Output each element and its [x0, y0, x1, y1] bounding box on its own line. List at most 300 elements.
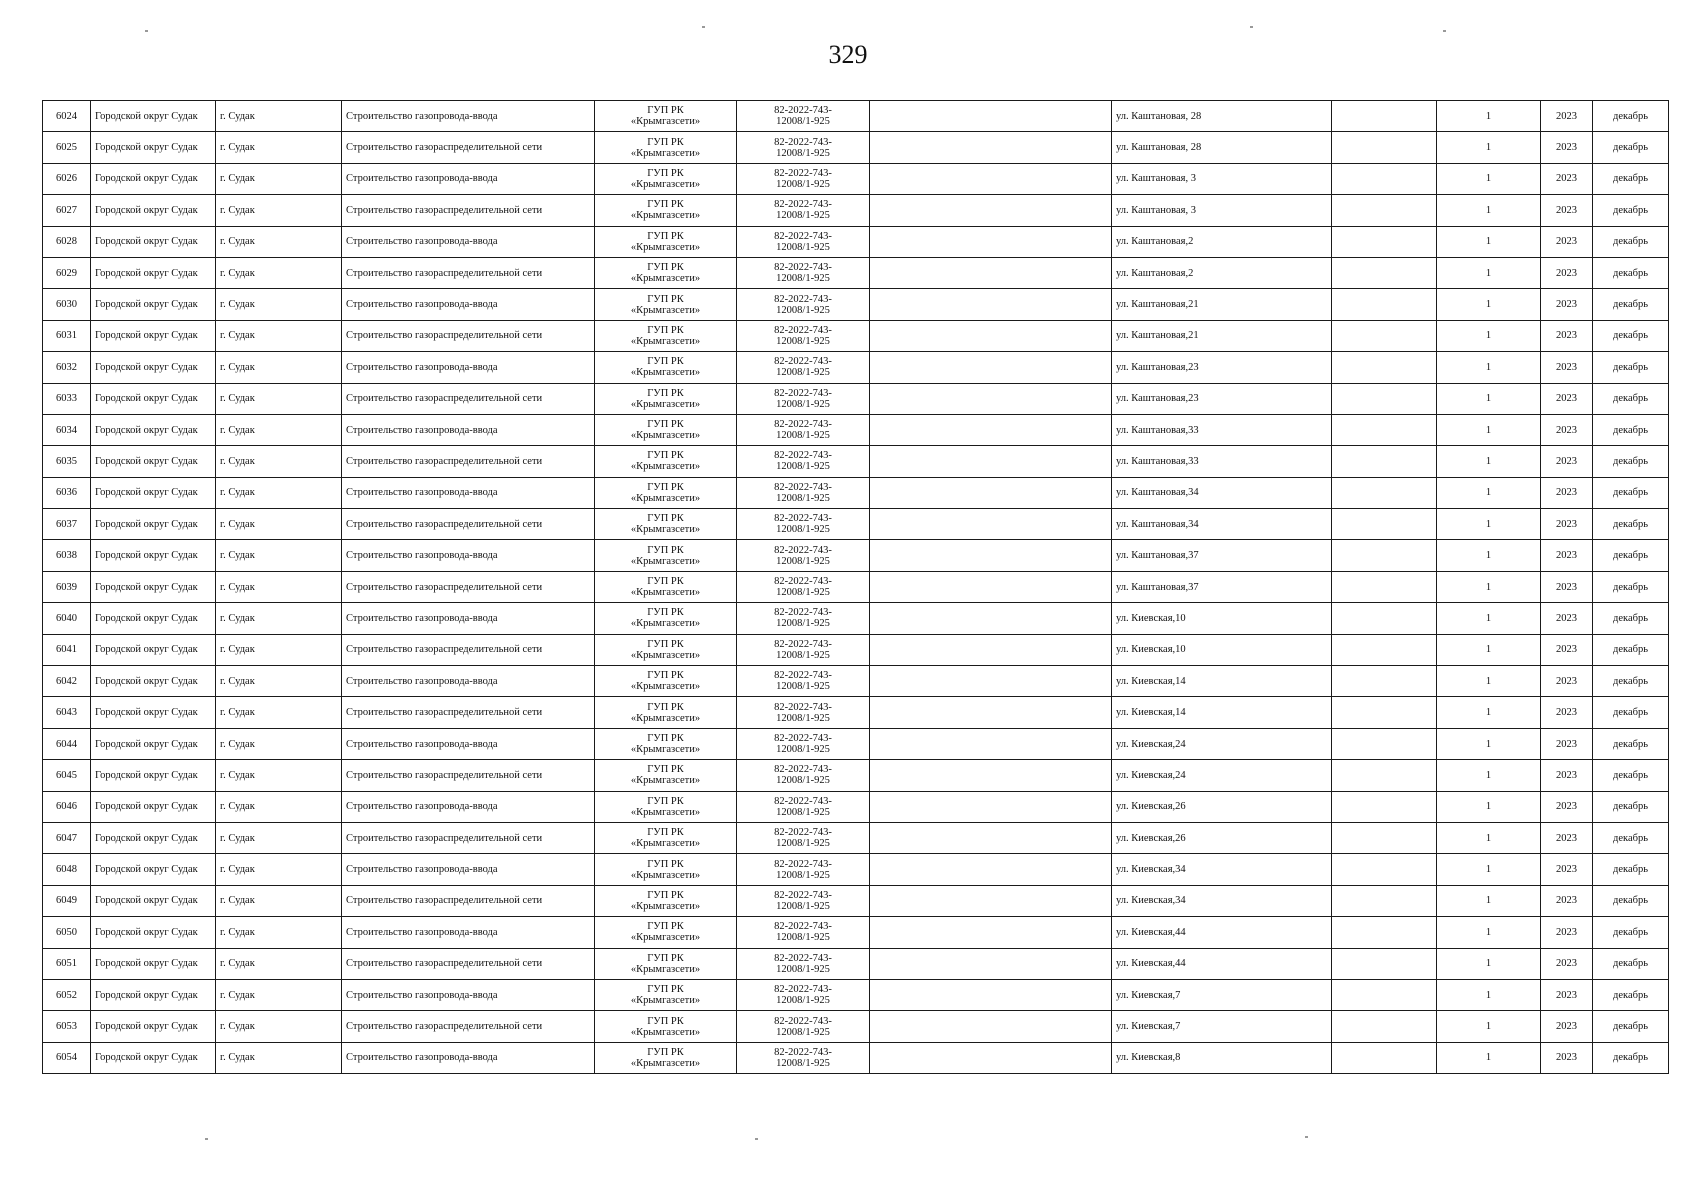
- document-number-cell-line: 82-2022-743-: [774, 733, 832, 744]
- organization-cell-line: ГУП РК: [647, 1046, 684, 1058]
- blank-cell: [1332, 320, 1437, 351]
- organization-cell: [595, 352, 737, 383]
- organization-cell-line: «Крымгазсети»: [630, 492, 701, 504]
- document-number-cell: [737, 728, 870, 759]
- organization-cell: [595, 257, 737, 288]
- year-cell: 2023: [1541, 979, 1593, 1010]
- quantity-cell: 1: [1437, 760, 1541, 791]
- document-number-cell-line: 82-2022-743-: [774, 921, 832, 933]
- district-cell: Городской округ Судак: [91, 414, 216, 445]
- table-row: [43, 917, 1669, 948]
- city-cell: г. Судак: [216, 446, 342, 477]
- table-row: [43, 101, 1669, 132]
- address-cell: ул. Каштановая, 3: [1112, 163, 1332, 194]
- month-cell: декабрь: [1593, 697, 1669, 728]
- organization-cell-line: «Крымгазсети»: [630, 1057, 701, 1069]
- work-type-cell: Строительство газопровода-ввода: [342, 791, 595, 822]
- organization-cell: [595, 1042, 737, 1073]
- year-cell: 2023: [1541, 132, 1593, 163]
- district-cell: Городской округ Судак: [91, 257, 216, 288]
- organization-cell-line: ГУП РК: [647, 293, 684, 305]
- organization-cell-line: «Крымгазсети»: [630, 744, 701, 755]
- row-number: 6047: [43, 822, 91, 853]
- organization-cell-line: «Крымгазсети»: [630, 241, 701, 253]
- city-cell: г. Судак: [216, 509, 342, 540]
- work-type-cell: Строительство газопровода-ввода: [342, 352, 595, 383]
- address-cell: ул. Киевская,34: [1112, 854, 1332, 885]
- row-number: 6048: [43, 854, 91, 885]
- blank-cell: [1332, 289, 1437, 320]
- document-number-cell: [737, 666, 870, 697]
- organization-cell-line: «Крымгазсети»: [630, 618, 701, 630]
- document-number-cell: [737, 854, 870, 885]
- year-cell: 2023: [1541, 446, 1593, 477]
- year-cell: 2023: [1541, 760, 1593, 791]
- table-row: [43, 446, 1669, 477]
- quantity-cell: 1: [1437, 791, 1541, 822]
- document-number-cell-line: 82-2022-743-: [774, 764, 832, 776]
- address-cell: ул. Киевская,24: [1112, 728, 1332, 759]
- row-number: 6034: [43, 414, 91, 445]
- organization-cell-line: «Крымгазсети»: [630, 963, 701, 975]
- work-type-cell: Строительство газораспределительной сети: [342, 760, 595, 791]
- organization-cell: [595, 320, 737, 351]
- organization-cell: [595, 948, 737, 979]
- city-cell: г. Судак: [216, 320, 342, 351]
- row-number: 6043: [43, 697, 91, 728]
- district-cell: Городской округ Судак: [91, 101, 216, 132]
- organization-cell-line: «Крымгазсети»: [630, 430, 701, 442]
- quantity-cell: 1: [1437, 979, 1541, 1010]
- city-cell: г. Судак: [216, 854, 342, 885]
- blank-cell: [1332, 101, 1437, 132]
- organization-cell-line: «Крымгазсети»: [630, 838, 701, 850]
- work-type-cell: Строительство газопровода-ввода: [342, 1042, 595, 1073]
- quantity-cell: 1: [1437, 948, 1541, 979]
- document-number-cell-line: 82-2022-743-: [774, 324, 832, 336]
- blank-cell: [870, 1011, 1112, 1042]
- document-number-cell-line: 82-2022-743-: [774, 607, 832, 619]
- work-type-cell: Строительство газопровода-ввода: [342, 728, 595, 759]
- blank-cell: [1332, 1042, 1437, 1073]
- organization-cell-line: «Крымгазсети»: [630, 116, 701, 128]
- year-cell: 2023: [1541, 163, 1593, 194]
- work-type-cell: Строительство газопровода-ввода: [342, 477, 595, 508]
- blank-cell: [1332, 822, 1437, 853]
- organization-cell: [595, 822, 737, 853]
- table-row: [43, 603, 1669, 634]
- organization-cell-line: ГУП РК: [647, 230, 684, 242]
- year-cell: 2023: [1541, 320, 1593, 351]
- month-cell: декабрь: [1593, 854, 1669, 885]
- quantity-cell: 1: [1437, 132, 1541, 163]
- document-number-cell-line: 12008/1-925: [776, 335, 830, 347]
- month-cell: декабрь: [1593, 195, 1669, 226]
- organization-cell: [595, 540, 737, 571]
- document-number-cell: [737, 446, 870, 477]
- row-number: 6025: [43, 132, 91, 163]
- document-number-cell-line: 12008/1-925: [776, 304, 830, 316]
- organization-cell-line: «Крымгазсети»: [630, 335, 701, 347]
- blank-cell: [1332, 728, 1437, 759]
- document-number-cell-line: 82-2022-743-: [774, 670, 832, 682]
- organization-cell-line: ГУП РК: [647, 1015, 684, 1027]
- district-cell: Городской округ Судак: [91, 822, 216, 853]
- month-cell: декабрь: [1593, 477, 1669, 508]
- blank-cell: [870, 854, 1112, 885]
- city-cell: г. Судак: [216, 477, 342, 508]
- document-number-cell-line: 12008/1-925: [776, 430, 830, 442]
- organization-cell-line: ГУП РК: [647, 952, 684, 964]
- document-number-cell: [737, 132, 870, 163]
- blank-cell: [1332, 195, 1437, 226]
- work-type-cell: Строительство газопровода-ввода: [342, 666, 595, 697]
- organization-cell: [595, 289, 737, 320]
- scan-speck: [1443, 30, 1446, 32]
- blank-cell: [870, 446, 1112, 477]
- document-number-cell: [737, 791, 870, 822]
- organization-cell-line: «Крымгазсети»: [630, 681, 701, 693]
- document-number-cell: [737, 948, 870, 979]
- district-cell: Городской округ Судак: [91, 1042, 216, 1073]
- city-cell: г. Судак: [216, 760, 342, 791]
- blank-cell: [870, 603, 1112, 634]
- work-type-cell: Строительство газораспределительной сети: [342, 195, 595, 226]
- organization-cell-line: «Крымгазсети»: [630, 1026, 701, 1038]
- district-cell: Городской округ Судак: [91, 477, 216, 508]
- address-cell: ул. Киевская,10: [1112, 634, 1332, 665]
- document-number-cell: [737, 917, 870, 948]
- year-cell: 2023: [1541, 257, 1593, 288]
- district-cell: Городской округ Судак: [91, 697, 216, 728]
- row-number: 6046: [43, 791, 91, 822]
- blank-cell: [870, 917, 1112, 948]
- blank-cell: [870, 257, 1112, 288]
- organization-cell: [595, 163, 737, 194]
- blank-cell: [1332, 509, 1437, 540]
- year-cell: 2023: [1541, 697, 1593, 728]
- document-number-cell-line: 12008/1-925: [776, 775, 830, 787]
- district-cell: Городской округ Судак: [91, 289, 216, 320]
- document-number-cell: [737, 226, 870, 257]
- organization-cell-line: «Крымгазсети»: [630, 178, 701, 190]
- blank-cell: [1332, 414, 1437, 445]
- district-cell: Городской округ Судак: [91, 917, 216, 948]
- document-number-cell-line: 82-2022-743-: [774, 544, 832, 556]
- blank-cell: [1332, 760, 1437, 791]
- blank-cell: [1332, 979, 1437, 1010]
- organization-cell-line: ГУП РК: [647, 889, 684, 901]
- city-cell: г. Судак: [216, 132, 342, 163]
- city-cell: г. Судак: [216, 289, 342, 320]
- row-number: 6039: [43, 571, 91, 602]
- table-row: [43, 163, 1669, 194]
- document-number-cell: [737, 257, 870, 288]
- blank-cell: [870, 163, 1112, 194]
- organization-cell-line: ГУП РК: [647, 576, 684, 588]
- blank-cell: [870, 697, 1112, 728]
- document-number-cell-line: 82-2022-743-: [774, 481, 832, 493]
- document-number-cell-line: 12008/1-925: [776, 712, 830, 724]
- address-cell: ул. Каштановая,21: [1112, 289, 1332, 320]
- address-cell: ул. Киевская,14: [1112, 697, 1332, 728]
- row-number: 6038: [43, 540, 91, 571]
- blank-cell: [870, 1042, 1112, 1073]
- district-cell: Городской округ Судак: [91, 854, 216, 885]
- document-number-cell-line: 82-2022-743-: [774, 262, 832, 274]
- document-number-cell-line: 82-2022-743-: [774, 513, 832, 525]
- document-number-cell-line: 12008/1-925: [776, 1057, 830, 1069]
- organization-cell-line: ГУП РК: [647, 167, 684, 179]
- organization-cell-line: ГУП РК: [647, 921, 684, 933]
- table-row: [43, 666, 1669, 697]
- row-number: 6026: [43, 163, 91, 194]
- work-type-cell: Строительство газораспределительной сети: [342, 885, 595, 916]
- organization-cell-line: «Крымгазсети»: [630, 775, 701, 787]
- blank-cell: [1332, 132, 1437, 163]
- month-cell: декабрь: [1593, 1042, 1669, 1073]
- document-number-cell-line: 82-2022-743-: [774, 795, 832, 807]
- month-cell: декабрь: [1593, 948, 1669, 979]
- city-cell: г. Судак: [216, 383, 342, 414]
- organization-cell: [595, 509, 737, 540]
- address-cell: ул. Каштановая,34: [1112, 509, 1332, 540]
- blank-cell: [870, 822, 1112, 853]
- city-cell: г. Судак: [216, 822, 342, 853]
- blank-cell: [870, 666, 1112, 697]
- document-number-cell-line: 12008/1-925: [776, 241, 830, 253]
- blank-cell: [1332, 854, 1437, 885]
- document-number-cell-line: 12008/1-925: [776, 681, 830, 693]
- organization-cell-line: ГУП РК: [647, 795, 684, 807]
- document-number-cell-line: 12008/1-925: [776, 461, 830, 473]
- row-number: 6035: [43, 446, 91, 477]
- document-number-cell-line: 82-2022-743-: [774, 638, 832, 650]
- document-number-cell-line: 82-2022-743-: [774, 167, 832, 179]
- address-cell: ул. Каштановая,2: [1112, 257, 1332, 288]
- table-row: [43, 760, 1669, 791]
- organization-cell-line: ГУП РК: [647, 105, 684, 117]
- organization-cell-line: ГУП РК: [647, 701, 684, 713]
- row-number: 6040: [43, 603, 91, 634]
- document-number-cell: [737, 885, 870, 916]
- work-type-cell: Строительство газораспределительной сети: [342, 634, 595, 665]
- organization-cell-line: «Крымгазсети»: [630, 273, 701, 285]
- address-cell: ул. Киевская,24: [1112, 760, 1332, 791]
- document-number-cell-line: 12008/1-925: [776, 744, 830, 755]
- quantity-cell: 1: [1437, 854, 1541, 885]
- row-number: 6031: [43, 320, 91, 351]
- organization-cell-line: ГУП РК: [647, 544, 684, 556]
- table-row: [43, 885, 1669, 916]
- organization-cell-line: ГУП РК: [647, 450, 684, 462]
- row-number: 6051: [43, 948, 91, 979]
- organization-cell-line: «Крымгазсети»: [630, 995, 701, 1007]
- address-cell: ул. Каштановая, 28: [1112, 101, 1332, 132]
- table-row: [43, 540, 1669, 571]
- organization-cell: [595, 383, 737, 414]
- document-number-cell: [737, 760, 870, 791]
- table-row: [43, 477, 1669, 508]
- organization-cell-line: ГУП РК: [647, 670, 684, 682]
- table-row: [43, 1011, 1669, 1042]
- year-cell: 2023: [1541, 948, 1593, 979]
- work-type-cell: Строительство газопровода-ввода: [342, 226, 595, 257]
- district-cell: Городской округ Судак: [91, 132, 216, 163]
- table-row: [43, 571, 1669, 602]
- row-number: 6024: [43, 101, 91, 132]
- work-type-cell: Строительство газораспределительной сети: [342, 257, 595, 288]
- organization-cell: [595, 728, 737, 759]
- document-number-cell-line: 82-2022-743-: [774, 1046, 832, 1058]
- organization-cell-line: ГУП РК: [647, 513, 684, 525]
- registry-table: [42, 100, 1669, 1074]
- address-cell: ул. Киевская,34: [1112, 885, 1332, 916]
- district-cell: Городской округ Судак: [91, 666, 216, 697]
- organization-cell: [595, 854, 737, 885]
- quantity-cell: 1: [1437, 728, 1541, 759]
- blank-cell: [1332, 352, 1437, 383]
- document-number-cell-line: 82-2022-743-: [774, 136, 832, 148]
- district-cell: Городской округ Судак: [91, 509, 216, 540]
- quantity-cell: 1: [1437, 1042, 1541, 1073]
- month-cell: декабрь: [1593, 571, 1669, 602]
- quantity-cell: 1: [1437, 257, 1541, 288]
- city-cell: г. Судак: [216, 257, 342, 288]
- document-number-cell: [737, 509, 870, 540]
- organization-cell-line: ГУП РК: [647, 419, 684, 431]
- quantity-cell: 1: [1437, 509, 1541, 540]
- blank-cell: [870, 634, 1112, 665]
- work-type-cell: Строительство газопровода-ввода: [342, 603, 595, 634]
- table-row: [43, 948, 1669, 979]
- work-type-cell: Строительство газораспределительной сети: [342, 571, 595, 602]
- organization-cell-line: «Крымгазсети»: [630, 461, 701, 473]
- table-row: [43, 822, 1669, 853]
- document-number-cell: [737, 414, 870, 445]
- work-type-cell: Строительство газопровода-ввода: [342, 540, 595, 571]
- document-number-cell: [737, 163, 870, 194]
- document-number-cell-line: 12008/1-925: [776, 963, 830, 975]
- row-number: 6054: [43, 1042, 91, 1073]
- quantity-cell: 1: [1437, 226, 1541, 257]
- address-cell: ул. Каштановая,37: [1112, 571, 1332, 602]
- work-type-cell: Строительство газораспределительной сети: [342, 132, 595, 163]
- year-cell: 2023: [1541, 885, 1593, 916]
- city-cell: г. Судак: [216, 728, 342, 759]
- month-cell: декабрь: [1593, 603, 1669, 634]
- quantity-cell: 1: [1437, 195, 1541, 226]
- city-cell: г. Судак: [216, 195, 342, 226]
- address-cell: ул. Киевская,7: [1112, 979, 1332, 1010]
- organization-cell-line: «Крымгазсети»: [630, 524, 701, 536]
- document-number-cell: [737, 1011, 870, 1042]
- year-cell: 2023: [1541, 414, 1593, 445]
- document-number-cell: [737, 540, 870, 571]
- organization-cell-line: «Крымгазсети»: [630, 147, 701, 159]
- district-cell: Городской округ Судак: [91, 948, 216, 979]
- document-number-cell-line: 12008/1-925: [776, 618, 830, 630]
- organization-cell: [595, 634, 737, 665]
- address-cell: ул. Каштановая,23: [1112, 383, 1332, 414]
- quantity-cell: 1: [1437, 540, 1541, 571]
- year-cell: 2023: [1541, 477, 1593, 508]
- address-cell: ул. Каштановая,37: [1112, 540, 1332, 571]
- row-number: 6050: [43, 917, 91, 948]
- quantity-cell: 1: [1437, 917, 1541, 948]
- city-cell: г. Судак: [216, 917, 342, 948]
- document-number-cell-line: 12008/1-925: [776, 116, 830, 128]
- document-number-cell-line: 82-2022-743-: [774, 858, 832, 870]
- organization-cell: [595, 885, 737, 916]
- address-cell: ул. Каштановая,34: [1112, 477, 1332, 508]
- year-cell: 2023: [1541, 728, 1593, 759]
- blank-cell: [870, 791, 1112, 822]
- year-cell: 2023: [1541, 101, 1593, 132]
- quantity-cell: 1: [1437, 697, 1541, 728]
- organization-cell-line: ГУП РК: [647, 858, 684, 870]
- address-cell: ул. Киевская,10: [1112, 603, 1332, 634]
- blank-cell: [870, 509, 1112, 540]
- work-type-cell: Строительство газопровода-ввода: [342, 917, 595, 948]
- city-cell: г. Судак: [216, 948, 342, 979]
- blank-cell: [870, 226, 1112, 257]
- blank-cell: [1332, 257, 1437, 288]
- work-type-cell: Строительство газораспределительной сети: [342, 320, 595, 351]
- document-number-cell-line: 82-2022-743-: [774, 450, 832, 462]
- work-type-cell: Строительство газораспределительной сети: [342, 446, 595, 477]
- organization-cell: [595, 697, 737, 728]
- document-number-cell-line: 12008/1-925: [776, 273, 830, 285]
- district-cell: Городской округ Судак: [91, 352, 216, 383]
- blank-cell: [1332, 885, 1437, 916]
- work-type-cell: Строительство газопровода-ввода: [342, 289, 595, 320]
- district-cell: Городской округ Судак: [91, 195, 216, 226]
- document-number-cell-line: 12008/1-925: [776, 398, 830, 410]
- city-cell: г. Судак: [216, 1011, 342, 1042]
- district-cell: Городской округ Судак: [91, 979, 216, 1010]
- blank-cell: [870, 948, 1112, 979]
- address-cell: ул. Каштановая,33: [1112, 446, 1332, 477]
- row-number: 6042: [43, 666, 91, 697]
- document-number-cell-line: 82-2022-743-: [774, 952, 832, 964]
- work-type-cell: Строительство газораспределительной сети: [342, 383, 595, 414]
- month-cell: декабрь: [1593, 1011, 1669, 1042]
- document-number-cell: [737, 383, 870, 414]
- blank-cell: [1332, 226, 1437, 257]
- month-cell: декабрь: [1593, 446, 1669, 477]
- address-cell: ул. Киевская,14: [1112, 666, 1332, 697]
- year-cell: 2023: [1541, 195, 1593, 226]
- organization-cell: [595, 477, 737, 508]
- document-number-cell-line: 12008/1-925: [776, 900, 830, 912]
- month-cell: декабрь: [1593, 257, 1669, 288]
- document-number-cell-line: 82-2022-743-: [774, 889, 832, 901]
- month-cell: декабрь: [1593, 728, 1669, 759]
- organization-cell-line: ГУП РК: [647, 984, 684, 996]
- blank-cell: [1332, 571, 1437, 602]
- city-cell: г. Судак: [216, 414, 342, 445]
- city-cell: г. Судак: [216, 697, 342, 728]
- document-number-cell-line: 12008/1-925: [776, 178, 830, 190]
- month-cell: декабрь: [1593, 320, 1669, 351]
- district-cell: Городской округ Судак: [91, 728, 216, 759]
- year-cell: 2023: [1541, 352, 1593, 383]
- organization-cell: [595, 603, 737, 634]
- document-number-cell: [737, 352, 870, 383]
- city-cell: г. Судак: [216, 571, 342, 602]
- blank-cell: [870, 320, 1112, 351]
